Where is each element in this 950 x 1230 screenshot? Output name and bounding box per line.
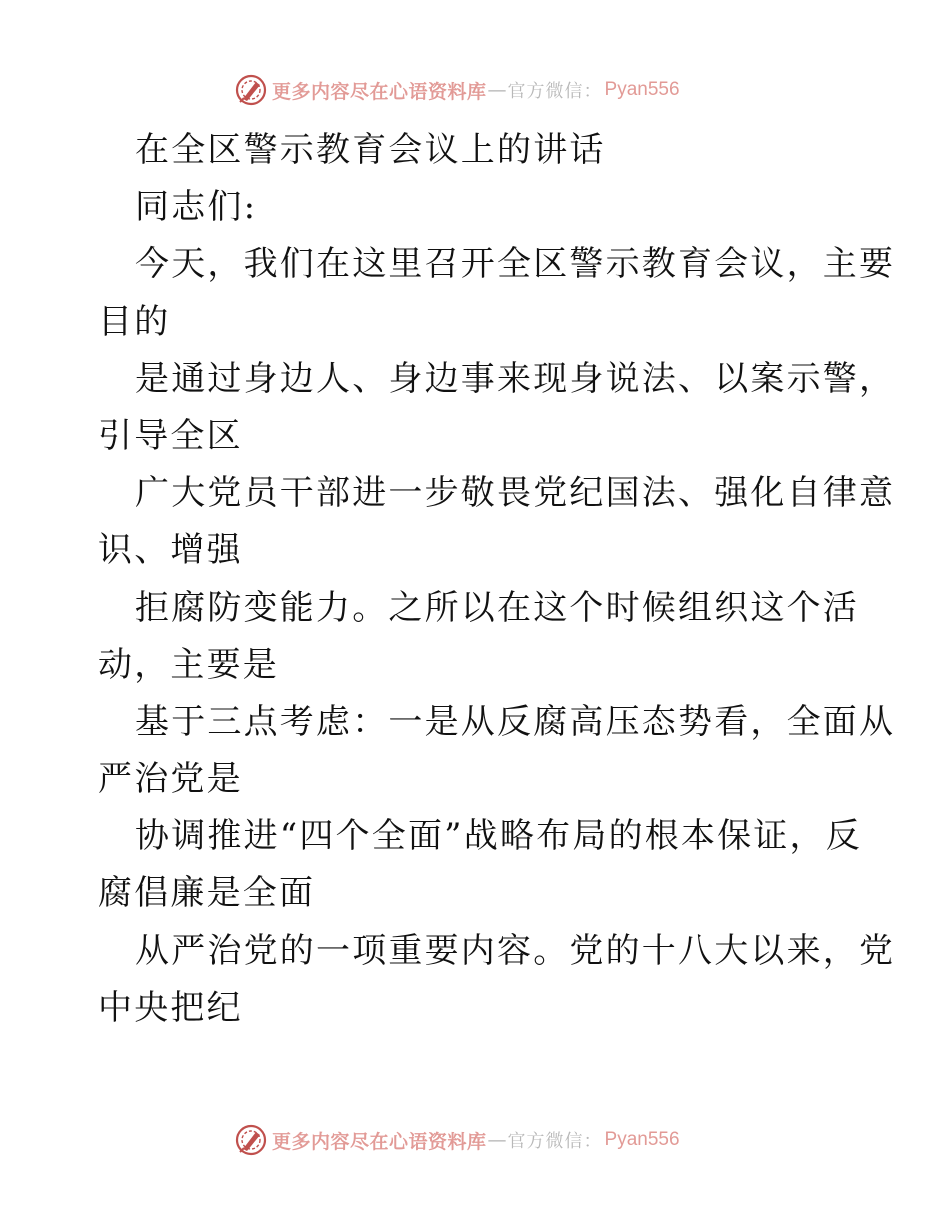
watermark-brand: 更多内容尽在心语资料库 [272, 1130, 487, 1153]
watermark-brand: 更多内容尽在心语资料库 [272, 80, 487, 103]
watermark-dash: — [487, 79, 507, 101]
text-line: 基于三点考虑：一是从反腐高压态势看，全面从 [135, 701, 896, 742]
watermark-id: Pyan556 [604, 1129, 680, 1150]
text-line: 目的 [98, 301, 171, 342]
text-line: 今天，我们在这里召开全区警示教育会议，主要 [135, 244, 896, 285]
watermark-label: 官方微信： [507, 1131, 603, 1152]
watermark-id: Pyan556 [604, 79, 680, 100]
header-watermark [234, 72, 680, 108]
text-line: 严治党是 [98, 759, 243, 800]
document-title: 在全区警示教育会议上的讲话 [135, 130, 606, 170]
text-line: 动，主要是 [98, 644, 279, 685]
text-line: 拒腐防变能力。之所以在这个时候组织这个活 [135, 587, 859, 628]
text-line: 从严治党的一项重要内容。党的十八大以来，党 [135, 930, 896, 971]
watermark-label: 官方微信： [507, 81, 603, 102]
text-line: 广大党员干部进一步敬畏党纪国法、强化自律意 [135, 473, 896, 514]
quill-logo-icon [234, 1123, 268, 1157]
text-line: 识、增强 [98, 530, 243, 571]
text-line: 腐倡廉是全面 [98, 873, 316, 914]
text-line: 是通过身边人、身边事来现身说法、以案示警， [135, 358, 896, 399]
text-line: 协调推进“四个全面”战略布局的根本保证，反 [135, 816, 862, 857]
document-body [98, 122, 896, 1037]
quill-logo-icon [234, 73, 268, 107]
footer-watermark [234, 1122, 680, 1158]
watermark-dash: — [487, 1129, 507, 1151]
text-line: 中央把纪 [98, 987, 243, 1028]
salutation: 同志们: [135, 187, 258, 228]
text-line: 引导全区 [98, 415, 243, 456]
